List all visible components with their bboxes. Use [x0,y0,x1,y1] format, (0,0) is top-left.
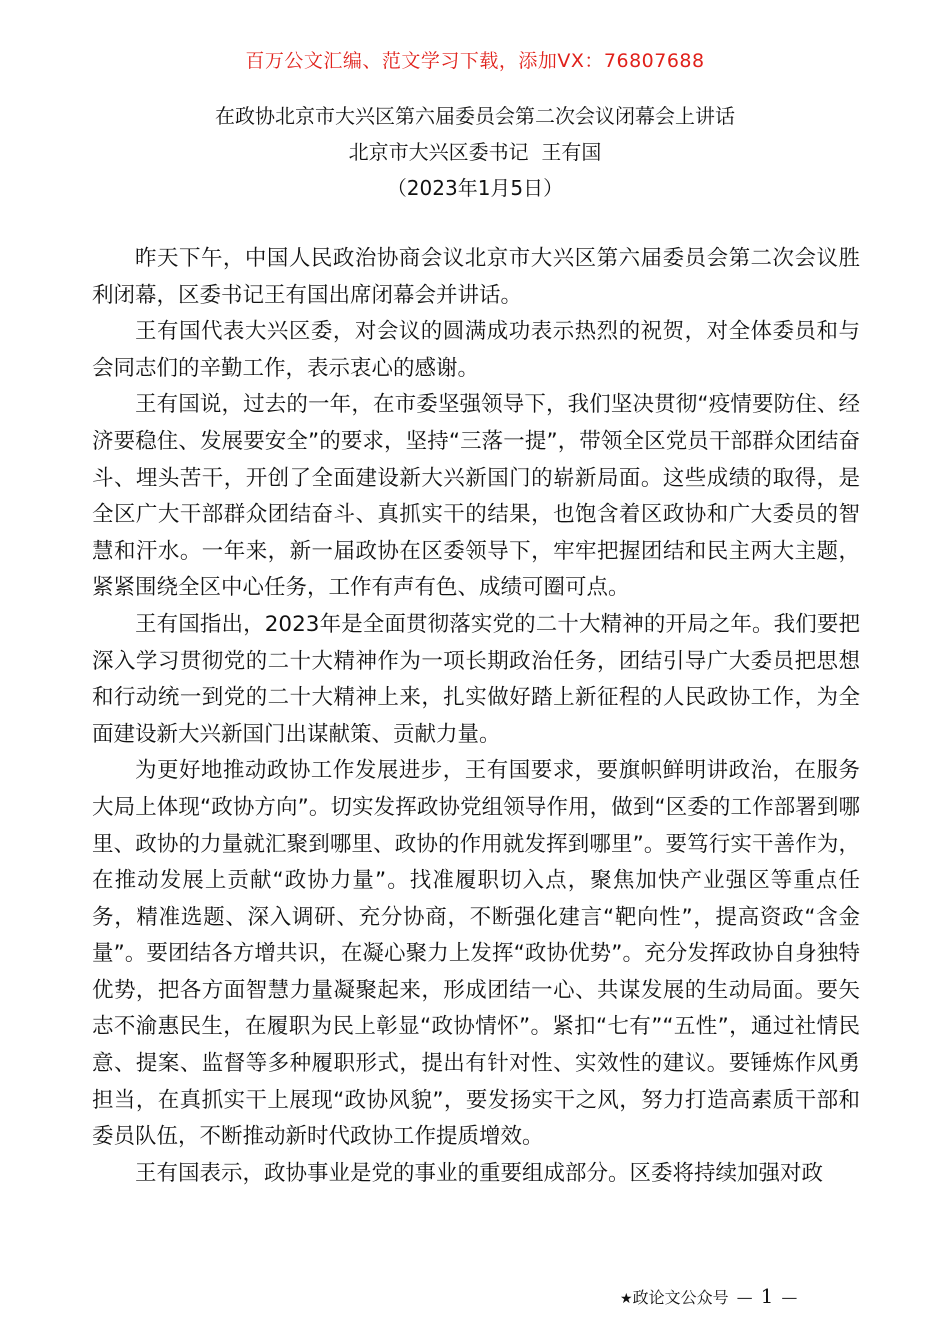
star-icon: ★ [620,1291,633,1307]
paragraph: 昨天下午，中国人民政治协商会议北京市大兴区第六届委员会第二次会议胜利闭幕，区委书记王有国出席闭幕会并讲话。 [92,246,860,308]
paragraph: 王有国说，过去的一年，在市委坚强领导下，我们坚决贯彻“疫情要防住、经济要稳住、发展要安全”的要求，坚持“三落一提”，带领全区党员干部群众团结奋斗、埋头苦干，开创了全面建设新大兴新国门的崭新局面。这些成绩的取得，是全区广大干部群众团结奋斗、真抓实干的结果，也饱含着区政协和广大委员的智慧和汗水。一年来，新一届政协在区委领导下，牢牢把握团结和民主两大主题，紧紧围绕全区中心任务，工作有声有色、成绩可圈可点。 [92,392,860,601]
speech-title: 在政协北京市大兴区第六届委员会第二次会议闭幕会上讲话 [215,104,735,128]
footer-dash-left: — [736,1288,753,1307]
title-block [0,98,950,206]
page-number: 1 [760,1284,774,1308]
paragraph: 王有国表示，政协事业是党的事业的重要组成部分。区委将持续加强对政 [135,1160,824,1186]
footer-source: 政论文公众号 [632,1288,729,1307]
speech-date: （2023年1月5日） [386,176,564,200]
paragraph: 王有国代表大兴区委，对会议的圆满成功表示热烈的祝贺，对全体委员和与会同志们的辛勤工作，表示衷心的感谢。 [92,319,860,381]
promo-banner: 百万公文汇编、范文学习下载，添加VX：76807688 [245,50,705,72]
document-body [92,241,860,1192]
page-footer [620,1284,920,1308]
footer-dash-right: — [781,1288,798,1307]
paragraph: 为更好地推动政协工作发展进步，王有国要求，要旗帜鲜明讲政治，在服务大局上体现“政协方向”。切实发挥政协党组领导作用，做到“区委的工作部署到哪里、政协的力量就汇聚到哪里、政协的作用就发挥到哪里”。要笃行实干善作为，在推动发展上贡献“政协力量”。找准履职切入点，聚焦加快产业强区等重点任务，精准选题、深入调研、充分协商，不断强化建言“靶向性”，提高资政“含金量”。要团结各方增共识，在凝心聚力上发挥“政协优势”。充分发挥政协自身独特优势，把各方面智慧力量凝聚起来，形成团结一心、共谋发展的生动局面。要矢志不渝惠民生，在履职为民上彰显“政协情怀”。紧扣“七有”“五性”，通过社情民意、提案、监督等多种履职形式，提出有针对性、实效性的建议。要锤炼作风勇担当，在真抓实干上展现“政协风貌”，要发扬实干之风，努力打造高素质干部和委员队伍，不断推动新时代政协工作提质增效。 [92,758,860,1150]
speaker-line: 北京市大兴区委书记 王有国 [348,140,602,164]
paragraph: 王有国指出，2023年是全面贯彻落实党的二十大精神的开局之年。我们要把深入学习贯彻党的二十大精神作为一项长期政治任务，团结引导广大委员把思想和行动统一到党的二十大精神上来，扎实做好踏上新征程的人民政协工作，为全面建设新大兴新国门出谋献策、贡献力量。 [92,611,860,747]
